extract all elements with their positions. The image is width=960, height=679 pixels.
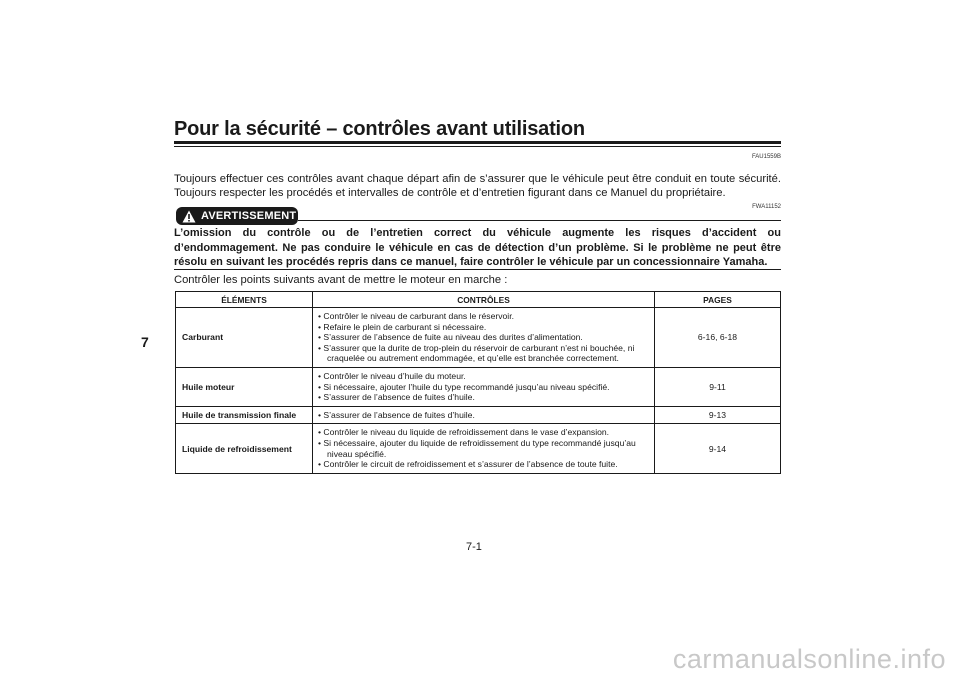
check-item: • Si nécessaire, ajouter l’huile du type recommandé jusqu’au niveau spécifié. [318, 381, 610, 392]
chapter-tab: 7 [141, 334, 149, 350]
check-intro: Contrôler les points suivants avant de mettre le moteur en marche : [174, 274, 508, 286]
warning-label: AVERTISSEMENT [201, 210, 297, 222]
table-row [176, 308, 781, 368]
item-cell: Carburant [176, 308, 313, 368]
header-items: ÉLÉMENTS [176, 292, 313, 308]
page-title: Pour la sécurité – contrôles avant utilisation [174, 118, 585, 140]
pages-cell: 9-13 [655, 406, 781, 424]
check-item: • S’assurer de l’absence de fuites d’huile. [318, 409, 475, 420]
page-number: 7-1 [466, 541, 482, 553]
intro-paragraph: Toujours effectuer ces contrôles avant chaque départ afin de s’assurer que le véhicule peut être conduit en toute sécurité. Toujours respecter les procédés et intervalles de contrôle et d’entretien figurant dans ce Manuel du propriétaire. [174, 173, 781, 199]
title-rule-thin [174, 146, 781, 147]
checks-cell [313, 367, 655, 406]
check-item: • Contrôler le niveau de carburant dans le réservoir. [318, 311, 514, 321]
check-item: • Si nécessaire, ajouter du liquide de refroidissement du type recommandé jusqu’au niveau spécifié. [318, 437, 636, 459]
warning-bottom-rule [174, 269, 781, 270]
check-item: • S’assurer de l’absence de fuite au niveau des durites d’alimentation. [318, 332, 583, 343]
table-row [176, 424, 781, 473]
pages-cell: 6-16, 6-18 [655, 308, 781, 368]
table-header-row [176, 292, 781, 308]
table-row [176, 406, 781, 424]
warning-rule [298, 220, 781, 221]
warning-triangle-icon [182, 210, 196, 223]
pages-cell: 9-11 [655, 367, 781, 406]
checks-cell [313, 406, 655, 424]
header-pages: PAGES [655, 292, 781, 308]
title-rule [174, 141, 781, 144]
item-cell: Huile moteur [176, 367, 313, 406]
check-item: • S’assurer que la durite de trop-plein du réservoir de carburant n’est ni bouchée, ni craquelée ou autrement endommagée, et qu’elle est branchée correctement. [318, 342, 635, 364]
check-item: • Contrôler le niveau d’huile du moteur. [318, 370, 466, 381]
warning-text: L’omission du contrôle ou de l’entretien correct du véhicule augmente les risques d’accident ou d’endommagement. Ne pas conduire le véhicule en cas de détection d’un problème. Si le problème ne peut être résolu en suivant les procédés repris dans ce manuel, faire contrôler le véhicule par un concessionnaire Yamaha. [174, 227, 781, 268]
check-item: • S’assurer de l’absence de fuites d’huile. [318, 392, 475, 403]
pages-cell: 9-14 [655, 424, 781, 473]
check-item: • Contrôler le niveau du liquide de refroidissement dans le vase d’expansion. [318, 427, 610, 438]
check-item: • Contrôler le circuit de refroidissement et s’assurer de l’absence de toute fuite. [318, 459, 618, 470]
warning-ref-code: FWA11152 [752, 204, 781, 210]
warning-badge [176, 207, 298, 225]
checks-cell [313, 424, 655, 473]
checks-cell [313, 308, 655, 368]
item-cell: Huile de transmission finale [176, 406, 313, 424]
item-cell: Liquide de refroidissement [176, 424, 313, 473]
pre-operation-checks-table [175, 291, 781, 474]
header-checks: CONTRÔLES [313, 292, 655, 308]
watermark: carmanualsonline.info [672, 644, 946, 674]
table-row [176, 367, 781, 406]
check-item: • Refaire le plein de carburant si nécessaire. [318, 321, 487, 332]
section-ref-code: FAU1559B [751, 154, 781, 160]
